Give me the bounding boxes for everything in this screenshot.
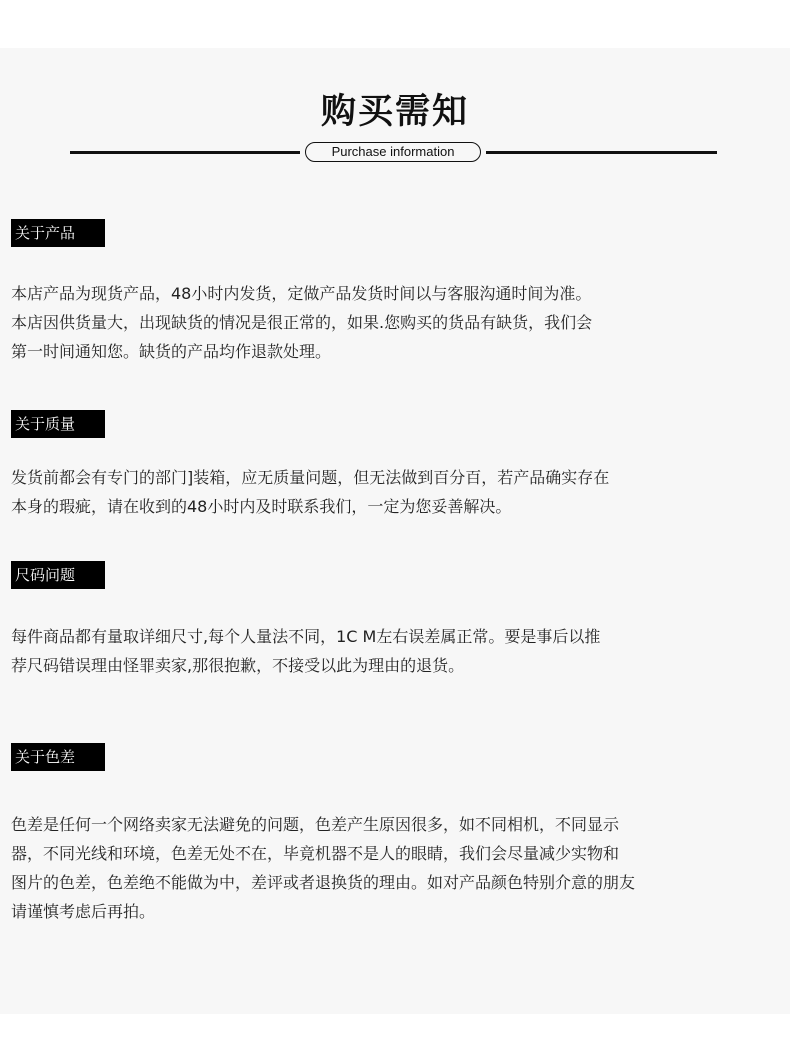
title-divider-right: [486, 151, 717, 154]
title-divider-left: [70, 151, 300, 154]
text-line: 本身的瑕疵，请在收到的48小时内及时联系我们，一定为您妥善解决。: [11, 497, 512, 516]
page-title: 购买需知: [320, 92, 469, 132]
section-text-color: [11, 810, 781, 926]
section-label-quality: 关于质量: [11, 410, 105, 438]
text-line: 色差是任何一个网络卖家无法避免的问题，色差产生原因很多，如不同相机，不同显示: [11, 815, 620, 834]
section-text-size: [11, 622, 781, 680]
subtitle-badge: Purchase information: [305, 142, 481, 162]
text-line: 本店产品为现货产品，48小时内发货，定做产品发货时间以与客服沟通时间为准。: [11, 284, 592, 303]
section-label-size: 尺码问题: [11, 561, 105, 589]
text-line: 发货前都会有专门的部门]装箱，应无质量问题，但无法做到百分百，若产品确实存在: [11, 468, 610, 487]
section-label-product: 关于产品: [11, 219, 105, 247]
section-label-color: 关于色差: [11, 743, 105, 771]
text-line: 荐尺码错误理由怪罪卖家,那很抱歉，不接受以此为理由的退货。: [11, 656, 465, 675]
section-text-product: [11, 279, 781, 366]
text-line: 器，不同光线和环境，色差无处不在，毕竟机器不是人的眼睛，我们会尽量减少实物和: [11, 844, 620, 863]
text-line: 本店因供货量大，出现缺货的情况是很正常的，如果.您购买的货品有缺货，我们会: [11, 313, 593, 332]
section-text-quality: [11, 463, 781, 521]
text-line: 第一时间通知您。缺货的产品均作退款处理。: [11, 342, 332, 361]
text-line: 每件商品都有量取详细尺寸,每个人量法不同，1C M左右误差属正常。要是事后以推: [11, 627, 601, 646]
text-line: 图片的色差，色差绝不能做为中，差评或者退换货的理由。如对产品颜色特别介意的朋友: [11, 873, 636, 892]
text-line: 请谨慎考虑后再拍。: [11, 902, 156, 921]
